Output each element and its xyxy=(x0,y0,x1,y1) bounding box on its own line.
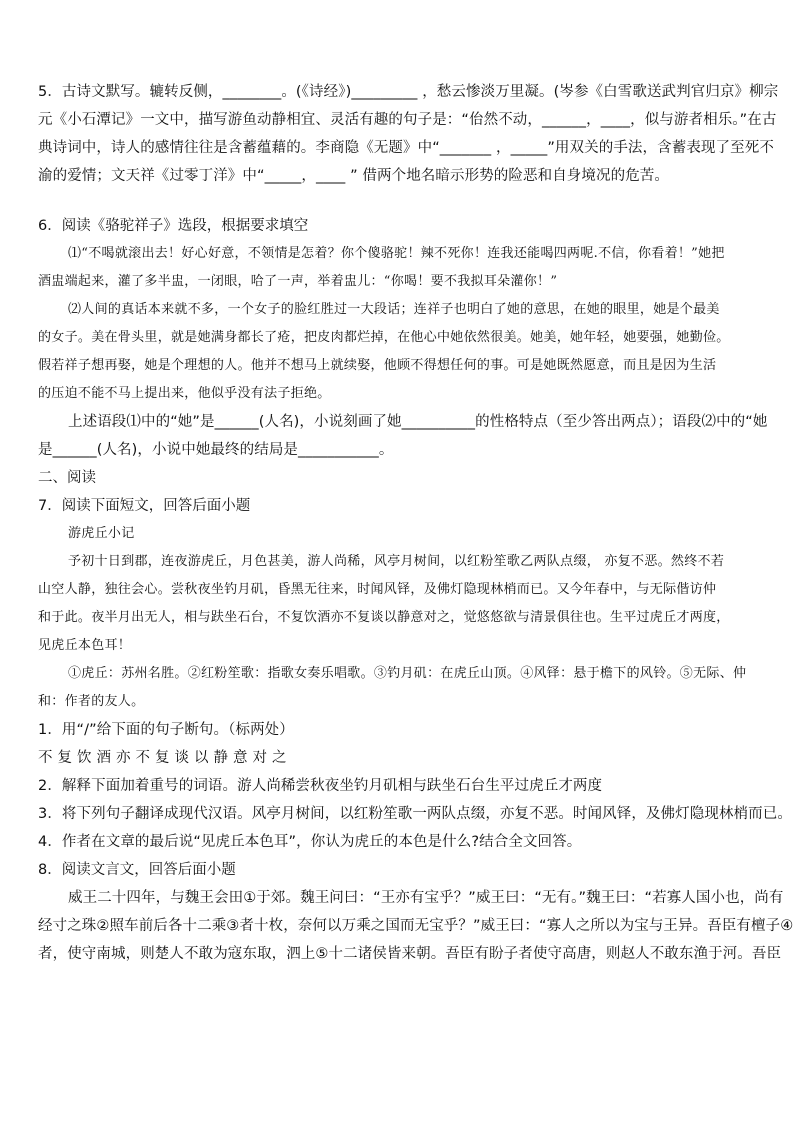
essay-line: 予初十日到郡，连夜游虎丘，月色甚美，游人尚稀，风亭月树间，以红粉笙歌乙两队点缀， 亦复不恶。然终不若 xyxy=(68,554,725,569)
q5-line: 渝的爱情；文天祥《过零丁洋》中“_____，____ ” 借两个地名暗示形势的险恶和自身境况的危苦。 xyxy=(38,168,669,184)
essay-title: 游虎丘小记 xyxy=(68,526,135,541)
q6-passage-line: 酒盅端起来，灌了多半盅，一闭眼，哈了一声，举着盅儿：“你喝！要不我拟耳朵灌你！” xyxy=(38,274,558,289)
question-6 xyxy=(38,212,768,464)
spacer xyxy=(38,190,760,212)
q5-line: 5．古诗文默写。辘转反侧，________。(《诗经》)_________ ，愁云惨淡万里凝。(岑参《白雪歌送武判官归京》柳宗 xyxy=(38,84,779,100)
essay-note-line: 和：作者的友人。 xyxy=(38,694,145,709)
question-5 xyxy=(38,78,779,190)
q6-question-line: 是______(人名)，小说中她最终的结局是___________。 xyxy=(38,442,394,458)
q6-passage-line: 的女子。美在骨头里，就是她满身都长了疮，把皮肉都烂掉，在他心中她依然很美。她美，她年轻，她要强，她勤俭。 xyxy=(38,330,730,345)
question-8 xyxy=(38,856,794,968)
essay-note-line: ①虎丘：苏州名胜。②红粉笙歌：指歌女奏乐唱歌。③钓月矶：在虎丘山顶。④风铎：悬于檐下的风铃。⑤无际、仲 xyxy=(68,666,747,681)
q8-title: 8．阅读文言文，回答后面小题 xyxy=(38,862,236,878)
q7-title: 7．阅读下面短文，回答后面小题 xyxy=(38,498,251,514)
q5-line: 典诗词中，诗人的感情往往是含蓄蕴藉的。李商隐《无题》中“_______ ，_____”用双关的手法，含蓄表现了至死不 xyxy=(38,140,774,156)
q8-text-line: 威王二十四年，与魏王会田①于郊。魏王问曰：“王亦有宝乎？”威王曰：“无有。”魏王曰：“若寡人国小也，尚有 xyxy=(68,890,784,906)
q6-passage-line: ⑴“不喝就滚出去！好心好意，不领情是怎着？你个傻骆驼！辣不死你！连我还能喝四两呢.不信，你看着！”她把 xyxy=(68,246,725,261)
q6-passage-line: ⑵人间的真话本来就不多，一个女子的脸红胜过一大段话；连祥子也明白了她的意思，在她的眼里，她是个最美 xyxy=(68,302,720,317)
q8-text-line: 经寸之珠②照车前后各十二乘③者十枚，奈何以万乘之国而无宝乎？”威王曰：“寡人之所以为宝与王异。吾臣有檀子④ xyxy=(38,918,794,934)
q7-sub-question-4: 4．作者在文章的最后说“见虎丘本色耳”，你认为虎丘的本色是什么?结合全文回答。 xyxy=(38,834,582,850)
q6-title: 6．阅读《骆驼祥子》选段，根据要求填空 xyxy=(38,218,309,234)
q8-text-line: 者，使守南城，则楚人不敢为寇东取，泗上⑤十二诸侯皆来朝。吾臣有盼子者使守高唐，则赵人不敢东渔于河。吾臣 xyxy=(38,946,782,962)
q7-sub-question-2: 2．解释下面加着重号的词语。游人尚稀尝秋夜坐钓月矶相与趺坐石台生平过虎丘才两度 xyxy=(38,778,603,794)
q6-question-line: 上述语段⑴中的“她”是______(人名)，小说刻画了她__________的性格特点（至少答出两点）；语段⑵中的“她 xyxy=(68,414,768,430)
q5-line: 元《小石潭记》一文中，描写游鱼动静相宜、灵活有趣的句子是：“佁然不动，______，____，似与游者相乐。”在古 xyxy=(38,112,777,128)
essay-line: 和于此。夜半月出无人，相与趺坐石台，不复饮酒亦不复谈以静意对之，觉悠悠欲与清景俱往也。生平过虎丘才两度， xyxy=(38,610,730,625)
essay-line: 见虎丘本色耳！ xyxy=(38,638,132,653)
section-heading: 二、阅读 xyxy=(38,470,96,486)
q7-sub-question-1: 1．用“/”给下面的句子断句。（标两处） xyxy=(38,722,294,738)
q7-sentence-to-punctuate: 不复饮酒亦不复谈以静意对之 xyxy=(38,750,292,766)
q6-passage-line: 的压迫不能不马上提出来，他似乎没有法子拒绝。 xyxy=(38,386,331,401)
question-7 xyxy=(38,492,792,856)
q7-sub-question-3: 3．将下列句子翻译成现代汉语。风亭月树间，以红粉笙歌一两队点缀，亦复不恶。时闻风铎，及佛灯隐现林梢而已。 xyxy=(38,806,792,822)
essay-line: 山空人静，独往会心。尝秋夜坐钓月矶，昏黑无往来，时闻风铎，及佛灯隐现林梢而已。又今年春中，与无际偕访仲 xyxy=(38,582,717,597)
document-page xyxy=(38,78,794,968)
q6-passage-line: 假若祥子想再娶，她是个理想的人。他并不想马上就续娶，他顾不得想任何的事。可是她既然愿意，而且是因为生活 xyxy=(38,358,717,373)
